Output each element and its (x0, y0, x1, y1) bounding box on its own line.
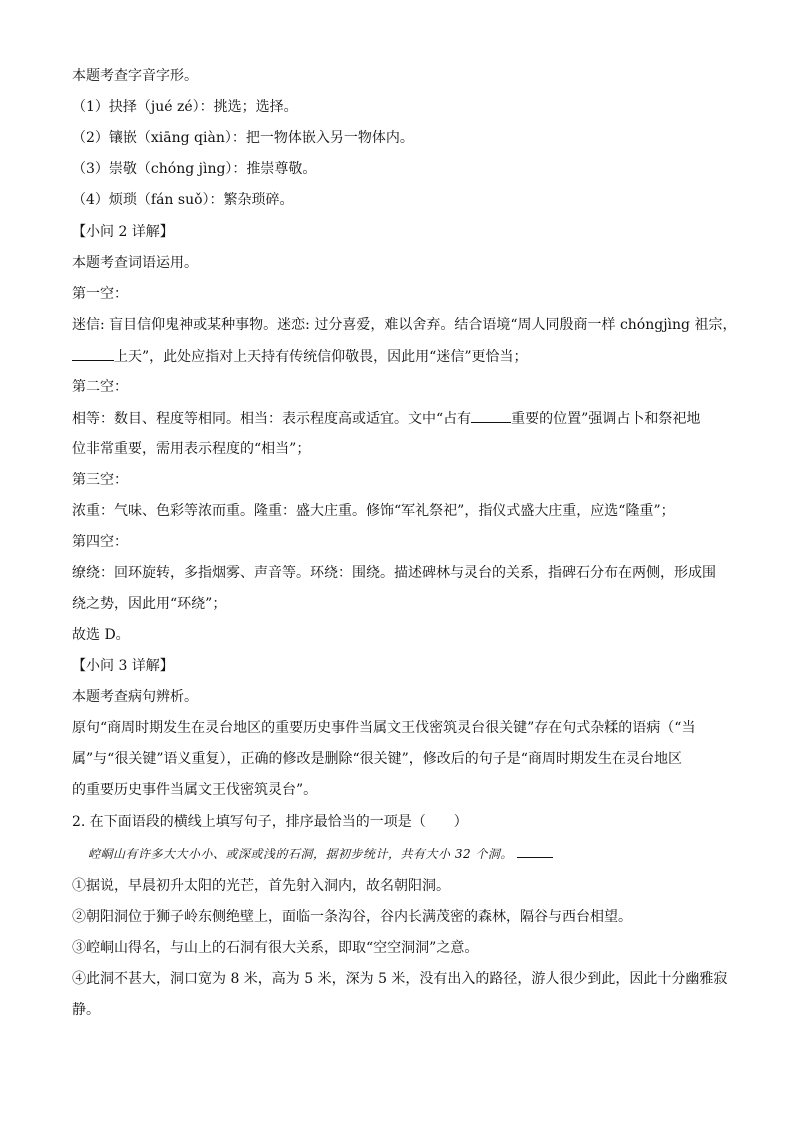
blank2-line1-after: 重要的位置”强调占卜和祭祀地 (511, 411, 701, 427)
blank1-title: 第一空： (72, 286, 128, 302)
blank1-line2 (72, 346, 732, 367)
blank1-line1: 迷信: 盲目信仰鬼神或某种事物。迷恋: 过分喜爱，难以舍弃。结合语境“周人同殷商一样 chóngjìng 祖宗， (72, 317, 737, 333)
q1-item-2: （2）镶嵌（xiāng qiàn）：把一物体嵌入另一物体内。 (72, 130, 414, 146)
q2-intro: 本题考查词语运用。 (72, 255, 198, 271)
blank3-title: 第三空： (72, 472, 128, 488)
question2-passage-text: 崆峒山有许多大大小小、或深或浅的石洞，据初步统计，共有大小 32 个洞。 (88, 847, 513, 861)
q3-line2: 属”与“很关键”语义重复），正确的修改是删除“很关键”，修改后的句子是“商周时期发生在灵台地区 (72, 751, 682, 767)
blank2-line2: 位非常重要，需用表示程度的“相当”； (72, 441, 311, 457)
option-2: ②朝阳洞位于狮子岭东侧绝壁上，面临一条沟谷，谷内长满茂密的森林，隔谷与西台相望。 (72, 909, 632, 925)
q1-intro: 本题考查字音字形。 (72, 68, 198, 84)
q3-intro: 本题考查病句辨析。 (72, 689, 198, 705)
blank2-line1 (72, 408, 732, 429)
blank2-title: 第二空： (72, 379, 128, 395)
fill-blank (72, 346, 114, 361)
fill-blank (517, 845, 553, 858)
q2-heading: 【小问 2 详解】 (72, 224, 174, 240)
question2-stem: 2. 在下面语段的横线上填写句子，排序最恰当的一项是（ ） (72, 814, 468, 830)
blank4-title: 第四空： (72, 534, 128, 550)
q2-answer: 故选 D。 (72, 627, 130, 643)
option-4-line2: 静。 (72, 1002, 100, 1018)
option-3: ③崆峒山得名，与山上的石洞有很大关系，即取“空空洞洞”之意。 (72, 940, 479, 956)
q1-item-1: （1）抉择（jué zé）：挑选；选择。 (72, 99, 298, 115)
blank2-line1-before: 相等：数目、程度等相同。相当：表示程度高或适宜。文中“占有 (72, 411, 472, 427)
blank1-line2-text: 上天”，此处应指对上天持有传统信仰敬畏，因此用“迷信”更恰当； (114, 349, 528, 365)
q3-heading: 【小问 3 详解】 (72, 658, 174, 674)
fill-blank (471, 408, 511, 423)
option-1: ①据说，早晨初升太阳的光芒，首先射入洞内，故名朝阳洞。 (72, 878, 450, 894)
option-4-line1: ④此洞不甚大，洞口宽为 8 米，高为 5 米，深为 5 米，没有出入的路径，游人很少到此，因此十分幽雅寂 (72, 971, 728, 987)
q3-line3: 的重要历史事件当属文王伐密筑灵台”。 (72, 782, 318, 798)
blank4-line1: 缭绕：回环旋转，多指烟雾、声音等。环绕：围绕。描述碑林与灵台的关系，指碑石分布在两侧，形成围 (72, 565, 716, 581)
q3-line1: 原句“商周时期发生在灵台地区的重要历史事件当属文王伐密筑灵台很关键”存在句式杂糅的语病（“当 (72, 720, 696, 736)
q1-item-4: （4）烦琐（fán suǒ）：繁杂琐碎。 (72, 192, 294, 208)
question2-passage (88, 845, 728, 863)
q1-item-3: （3）崇敬（chóng jìng）：推崇尊敬。 (72, 161, 317, 177)
blank3-line1: 浓重：气味、色彩等浓而重。隆重：盛大庄重。修饰“军礼祭祀”，指仪式盛大庄重，应选“隆重”； (72, 503, 675, 519)
blank4-line2: 绕之势，因此用“环绕”； (72, 596, 227, 612)
